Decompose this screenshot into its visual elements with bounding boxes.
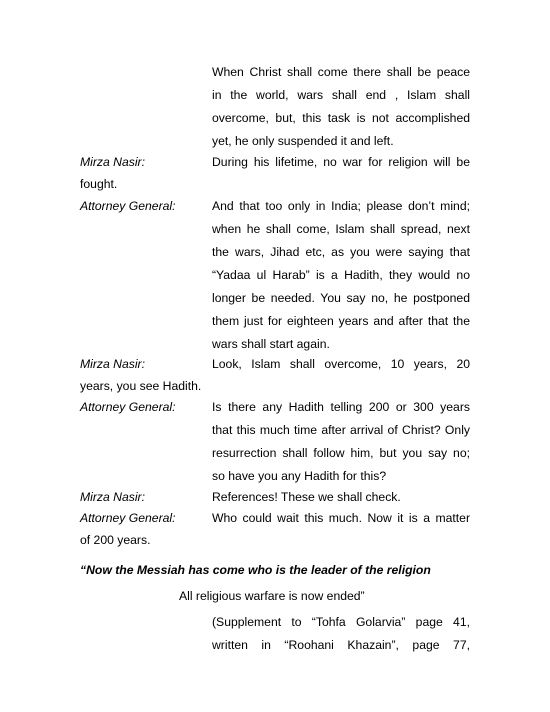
para1-line2: in the world, wars shall end , Islam shall <box>212 88 470 102</box>
dialogue-line: so have you any Hadith for this? <box>212 469 387 483</box>
dialogue-line: years, you see Hadith. <box>80 379 202 393</box>
speaker-label: Mirza Nasir: <box>80 155 146 169</box>
speaker-label: Attorney General: <box>80 511 176 525</box>
citation-line: (Supplement to “Tohfa Golarvia” page 41, <box>212 615 470 629</box>
citation-line: written in “Roohani Khazain”, page 77, <box>212 638 470 652</box>
dialogue-line: Is there any Hadith telling 200 or 300 years <box>212 400 470 414</box>
dialogue-line: them just for eighteen years and after that the <box>212 314 470 328</box>
dialogue-line: “Yadaa ul Harab” is a Hadith, they would no <box>212 268 470 282</box>
dialogue-line: Who could wait this much. Now it is a matter <box>212 511 470 525</box>
speaker-label: Attorney General: <box>80 400 176 414</box>
dialogue-line: During his lifetime, no war for religion will be <box>212 155 470 169</box>
dialogue-line: Look, Islam shall overcome, 10 years, 20 <box>212 357 470 371</box>
quote-line: All religious warfare is now ended” <box>179 589 365 603</box>
dialogue-line: the wars, Jihad etc, as you were saying that <box>212 245 470 259</box>
speaker-label: Attorney General: <box>80 199 176 213</box>
dialogue-line: wars shall start again. <box>212 337 330 351</box>
quote-heading: “Now the Messiah has come who is the leader of the religion <box>80 563 431 577</box>
dialogue-line: And that too only in India; please don’t mind; <box>212 199 470 213</box>
para1-line1: When Christ shall come there shall be peace <box>212 65 470 79</box>
dialogue-line: of 200 years. <box>80 533 151 547</box>
dialogue-line: fought. <box>80 177 118 191</box>
speaker-label: Mirza Nasir: <box>80 490 146 504</box>
dialogue-line: References! These we shall check. <box>212 490 401 504</box>
dialogue-line: resurrection shall follow him, but you say no; <box>212 446 470 460</box>
dialogue-line: longer be needed. You say no, he postponed <box>212 291 470 305</box>
dialogue-line: that this much time after arrival of Christ? Only <box>212 423 470 437</box>
dialogue-line: when he shall come, Islam shall spread, next <box>212 222 470 236</box>
para1-line3: overcome, but, this task is not accomplished <box>212 111 470 125</box>
speaker-label: Mirza Nasir: <box>80 357 146 371</box>
para1-line4: yet, he only suspended it and left. <box>212 134 394 148</box>
